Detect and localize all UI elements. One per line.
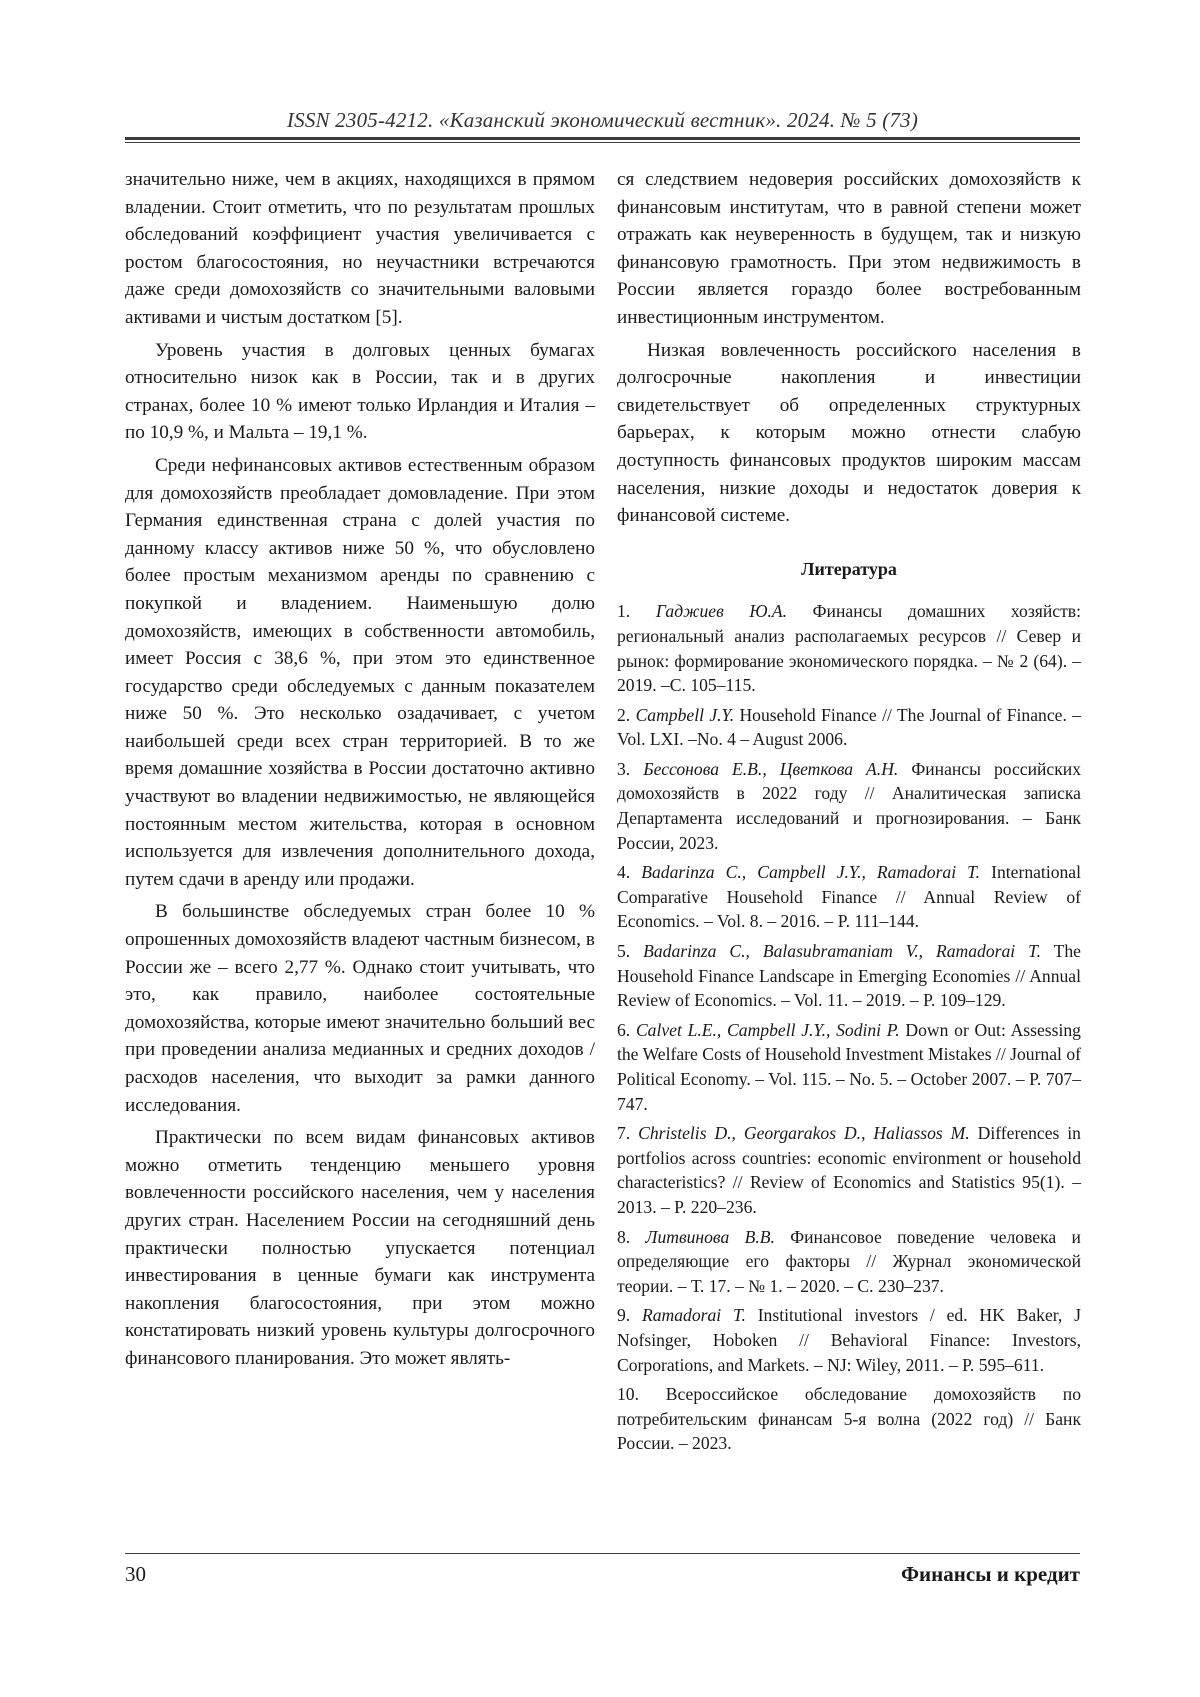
reference-number: 4. xyxy=(617,862,631,883)
reference-authors: Бессонова Е.В., Цветкова А.Н. xyxy=(643,758,899,779)
reference-item xyxy=(617,1018,1081,1116)
reference-authors: Гаджиев Ю.А. xyxy=(655,601,788,622)
reference-text: Differences in portfolios across countries: economic environment or household characteristics? // Review of Economics and Statistics 95(1). – 2013. – P. 220–236. xyxy=(617,1123,1081,1217)
references-heading: Литература xyxy=(801,558,897,579)
left-column xyxy=(125,166,595,1373)
reference-text: Household Finance // The Journal of Finance. – Vol. LXI. –No. 4 – August 2006. xyxy=(617,704,1081,750)
reference-item xyxy=(617,939,1081,1013)
body-paragraph: Уровень участия в долговых ценных бумагах относительно низок как в России, так и в других странах, более 10 % имеют только Ирландия и Италия – по 10,9 %, и Мальта – 19,1 %. xyxy=(125,339,595,444)
reference-item xyxy=(617,1225,1081,1299)
reference-text: Institutional investors / ed. HK Baker, J Nofsinger, Hoboken // Behavioral Finance: Investors, Corporations, and Markets. – NJ: Wiley, 2011. – P. 595–611. xyxy=(617,1305,1081,1375)
reference-item xyxy=(617,1382,1081,1456)
reference-text: Финансы российских домохозяйств в 2022 году // Аналитическая записка Департамента исследований и прогнозирования. – Банк России, 2023. xyxy=(617,758,1081,853)
running-header: ISSN 2305-4212. «Казанский экономический вестник». 2024. № 5 (73) xyxy=(286,108,919,132)
body-paragraph: ся следствием недоверия российских домохозяйств к финансовым институтам, что в равной степени может отражать как неуверенность в будущем, так и низкую финансовую грамотность. При этом недвижимость в России является гораздо более востребованным инвестиционным инструментом. xyxy=(617,169,1081,328)
reference-number: 3. xyxy=(617,758,631,779)
reference-item xyxy=(617,757,1081,855)
body-paragraph: В большинстве обследуемых стран более 10 % опрошенных домохозяйств владеют частным бизнесом, в России же – всего 2,77 %. Однако стоит учитывать, что это, как правило, наиболее состоятельные домохозяйства, которые имеют значительно больший вес при проведении анализа медианных и средних доходов / расходов населения, что выходит за рамки данного исследования. xyxy=(125,901,595,1116)
reference-authors: Christelis D., Georgarakos D., Haliassos M. xyxy=(638,1123,970,1144)
body-paragraph: Практически по всем видам финансовых активов можно отметить тенденцию меньшего уровня вовлеченности российского населения, чем у населения других стран. Населением России на сегодняшний день практически полностью упускается потенциал инвестирования в ценные бумаги как инструмента накопления благосостояния, при этом можно констатировать низкий уровень культуры долгосрочного финансового планирования. Это может являть- xyxy=(125,1127,595,1369)
reference-text: Финансы домашних хозяйств: региональный анализ располагаемых ресурсов // Север и рынок: формирование экономического порядка. – № 2 (64). – 2019. –С. 105–115. xyxy=(617,601,1081,696)
reference-number: 7. xyxy=(617,1123,631,1144)
header-rule-thin xyxy=(125,142,1080,143)
section-title: Финансы и кредит xyxy=(900,1562,1080,1586)
body-paragraph: Среди нефинансовых активов естественным образом для домохозяйств преобладает домовладение. При этом Германия единственная страна с долей участия по данному классу активов ниже 50 %, что обусловлено более простым механизмом аренды по сравнению с покупкой и владением. Наименьшую долю домохозяйств, имеющих в собственности автомобиль, имеет Россия с 38,6 %, при этом это единственное государство среди обследуемых с данным показателем ниже 50 %. Это несколько озадачивает, с учетом наибольшей среди всех стран территорией. В то же время домашние хозяйства в России достаточно активно участвуют во владении недвижимостью, не являющейся постоянным местом жительства, которая в основном используется для извлечения дополнительного дохода, путем сдачи в аренду или продажи. xyxy=(125,454,595,890)
reference-number: 6. xyxy=(617,1019,631,1040)
reference-item xyxy=(617,1121,1081,1219)
reference-number: 5. xyxy=(617,941,631,962)
reference-text: Финансовое поведение человека и определяющие его факторы // Журнал экономической теории. – Т. 17. – № 1. – 2020. – С. 230–237. xyxy=(617,1226,1081,1296)
reference-number: 10. xyxy=(617,1384,639,1405)
reference-number: 8. xyxy=(617,1226,631,1247)
reference-authors: Ramadorai T. xyxy=(642,1305,746,1326)
reference-number: 1. xyxy=(617,601,631,622)
body-paragraph: Низкая вовлеченность российского населения в долгосрочные накопления и инвестиции свидетельствует об определенных структурных барьерах, к которым можно отнести слабую доступность финансовых продуктов широким массам населения, низкие доходы и недостаток доверия к финансовой системе. xyxy=(617,339,1081,527)
reference-number: 9. xyxy=(617,1305,631,1326)
reference-item xyxy=(617,599,1081,697)
footer-rule xyxy=(125,1553,1080,1554)
reference-number: 2. xyxy=(617,704,631,725)
reference-text: Down or Out: Assessing the Welfare Costs of Household Investment Mistakes // Journal of Political Economy. – Vol. 115. – No. 5. – October 2007. – P. 707–747. xyxy=(617,1019,1081,1114)
reference-authors: Badarinza C., Balasubramaniam V., Ramadorai T. xyxy=(643,941,1041,962)
reference-authors: Badarinza C., Campbell J.Y., Ramadorai T. xyxy=(641,862,981,883)
reference-item xyxy=(617,860,1081,934)
reference-text: The Household Finance Landscape in Emerging Economies // Annual Review of Economics. – Vol. 11. – 2019. – P. 109–129. xyxy=(617,941,1081,1011)
reference-authors: Campbell J.Y. xyxy=(635,704,735,725)
references-list xyxy=(617,599,1081,1456)
page-number: 30 xyxy=(125,1562,146,1586)
reference-text: Всероссийское обследование домохозяйств по потребительским финансам 5-я волна (2022 год) // Банк России. – 2023. xyxy=(617,1384,1081,1454)
reference-text: International Comparative Household Finance // Annual Review of Economics. – Vol. 8. – 2016. – P. 111–144. xyxy=(617,862,1081,932)
reference-authors: Литвинова В.В. xyxy=(645,1226,775,1247)
right-column xyxy=(617,166,1081,1456)
header-rule xyxy=(125,137,1080,140)
body-paragraph: значительно ниже, чем в акциях, находящихся в прямом владении. Стоит отметить, что по результатам прошлых обследований коэффициент участия увеличивается с ростом благосостояния, но неучастники встречаются даже среди домохозяйств со значительными валовыми активами и чистым достатком [5]. xyxy=(125,169,595,328)
reference-authors: Calvet L.E., Campbell J.Y., Sodini P. xyxy=(635,1019,900,1040)
reference-item xyxy=(617,1303,1081,1377)
reference-item xyxy=(617,703,1081,752)
